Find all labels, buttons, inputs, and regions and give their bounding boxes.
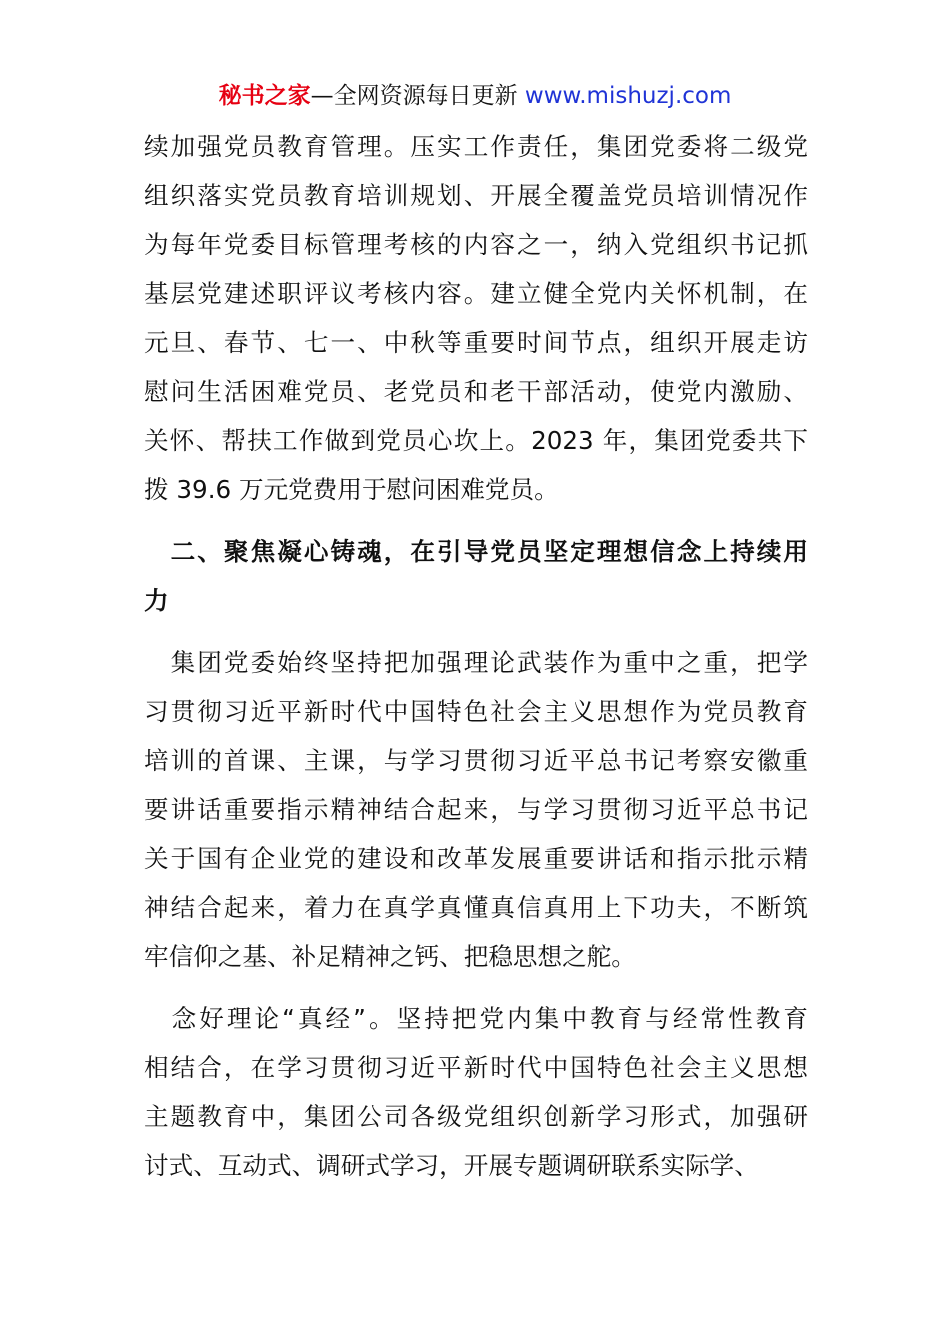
text-line: 基层党建述职评议考核内容。建立健全党内关怀机制，在: [144, 279, 808, 308]
text-line: 二、聚焦凝心铸魂，在引导党员坚定理想信念上持续用: [144, 537, 808, 566]
text-line: 组织落实党员教育培训规划、开展全覆盖党员培训情况作: [144, 181, 808, 210]
site-tagline: —全网资源每日更新: [310, 83, 525, 109]
text-line: 为每年党委目标管理考核的内容之一，纳入党组织书记抓: [144, 230, 808, 259]
site-brand: 秘书之家: [218, 83, 311, 109]
text-line: 拨 39.6 万元党费用于慰问困难党员。: [144, 475, 559, 504]
text-line: 关于国有企业党的建设和改革发展重要讲话和指示批示精: [144, 844, 808, 873]
document-body: [144, 122, 808, 1203]
text-line: 神结合起来，着力在真学真懂真信真用上下功夫，不断筑: [144, 893, 808, 922]
text-line: 讨式、互动式、调研式学习，开展专题调研联系实际学、: [144, 1151, 759, 1180]
paragraph: [144, 638, 808, 981]
text-line: 慰问生活困难党员、老党员和老干部活动，使党内激励、: [144, 377, 808, 406]
text-line: 要讲话重要指示精神结合起来，与学习贯彻习近平总书记: [144, 795, 808, 824]
text-line: 元旦、春节、七一、中秋等重要时间节点，组织开展走访: [144, 328, 808, 357]
text-line: 力: [144, 586, 169, 615]
text-line: 习贯彻习近平新时代中国特色社会主义思想作为党员教育: [144, 697, 808, 726]
site-url-link[interactable]: www.mishuzj.com: [524, 83, 732, 109]
text-line: 集团党委始终坚持把加强理论武装作为重中之重，把学: [144, 648, 808, 677]
text-line: 相结合，在学习贯彻习近平新时代中国特色社会主义思想: [144, 1053, 808, 1082]
page-header: [0, 80, 950, 112]
text-line: 念好理论“真经”。坚持把党内集中教育与经常性教育: [144, 1004, 808, 1033]
text-line: 续加强党员教育管理。压实工作责任，集团党委将二级党: [144, 132, 808, 161]
text-line: 关怀、帮扶工作做到党员心坎上。2023 年，集团党委共下: [144, 426, 808, 455]
section-heading: [144, 527, 808, 625]
text-line: 培训的首课、主课，与学习贯彻习近平总书记考察安徽重: [144, 746, 808, 775]
paragraph: [144, 994, 808, 1190]
text-line: 牢信仰之基、补足精神之钙、把稳思想之舵。: [144, 942, 636, 971]
text-line: 主题教育中，集团公司各级党组织创新学习形式，加强研: [144, 1102, 808, 1131]
paragraph: [144, 122, 808, 514]
